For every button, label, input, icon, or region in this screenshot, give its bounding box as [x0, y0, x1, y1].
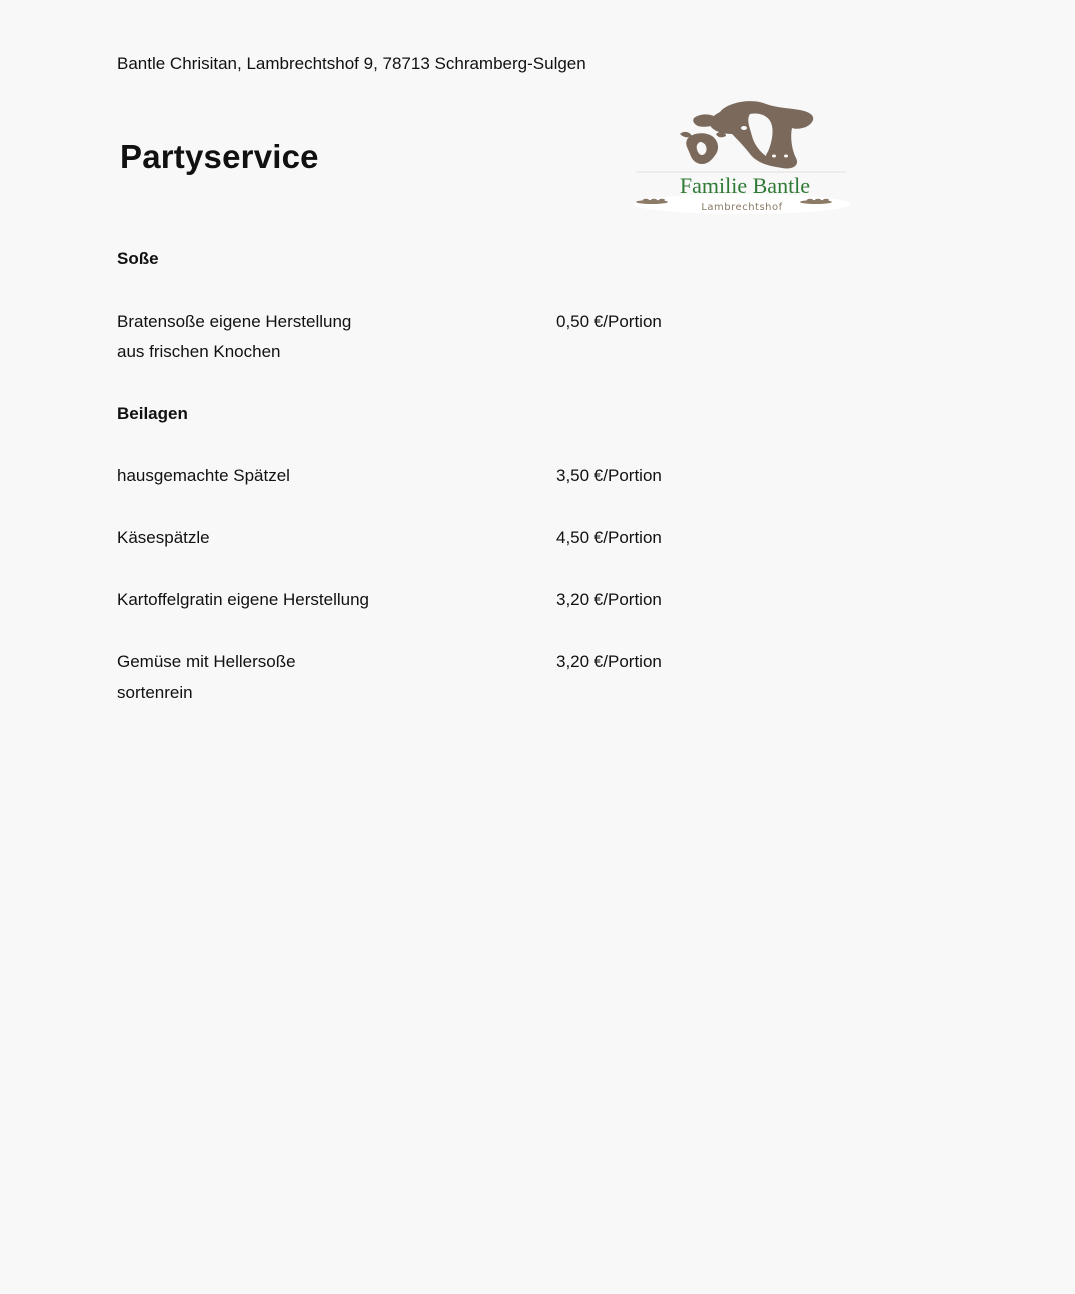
item-name-spaetzel: hausgemachte Spätzel	[117, 466, 290, 485]
item-price-kartoffelgratin: 3,20 €/Portion	[556, 590, 662, 609]
cow-logo-icon	[632, 94, 854, 218]
section-heading-sosse: Soße	[117, 249, 159, 268]
item-price-gemuese: 3,20 €/Portion	[556, 652, 662, 671]
logo-brand-sub: Lambrechtshof	[701, 202, 783, 213]
item-name-kaesespaetzle: Käsespätzle	[117, 528, 210, 547]
item-name-gemuese: Gemüse mit Hellersoße	[117, 652, 296, 671]
item-name-bratensosse: Bratensoße eigene Herstellung	[117, 312, 352, 331]
sender-address: Bantle Chrisitan, Lambrechtshof 9, 78713 Schramberg-Sulgen	[117, 54, 586, 73]
item-sub-gemuese: sortenrein	[117, 683, 193, 702]
section-heading-beilagen: Beilagen	[117, 404, 188, 423]
page-title: Partyservice	[120, 138, 319, 175]
item-sub-bratensosse: aus frischen Knochen	[117, 342, 281, 361]
item-name-kartoffelgratin: Kartoffelgratin eigene Herstellung	[117, 590, 370, 609]
family-logo	[632, 94, 854, 218]
logo-brand-name: Familie Bantle	[679, 173, 811, 198]
item-price-kaesespaetzle: 4,50 €/Portion	[556, 528, 662, 547]
item-price-spaetzel: 3,50 €/Portion	[556, 466, 662, 485]
item-price-bratensosse: 0,50 €/Portion	[556, 312, 662, 331]
